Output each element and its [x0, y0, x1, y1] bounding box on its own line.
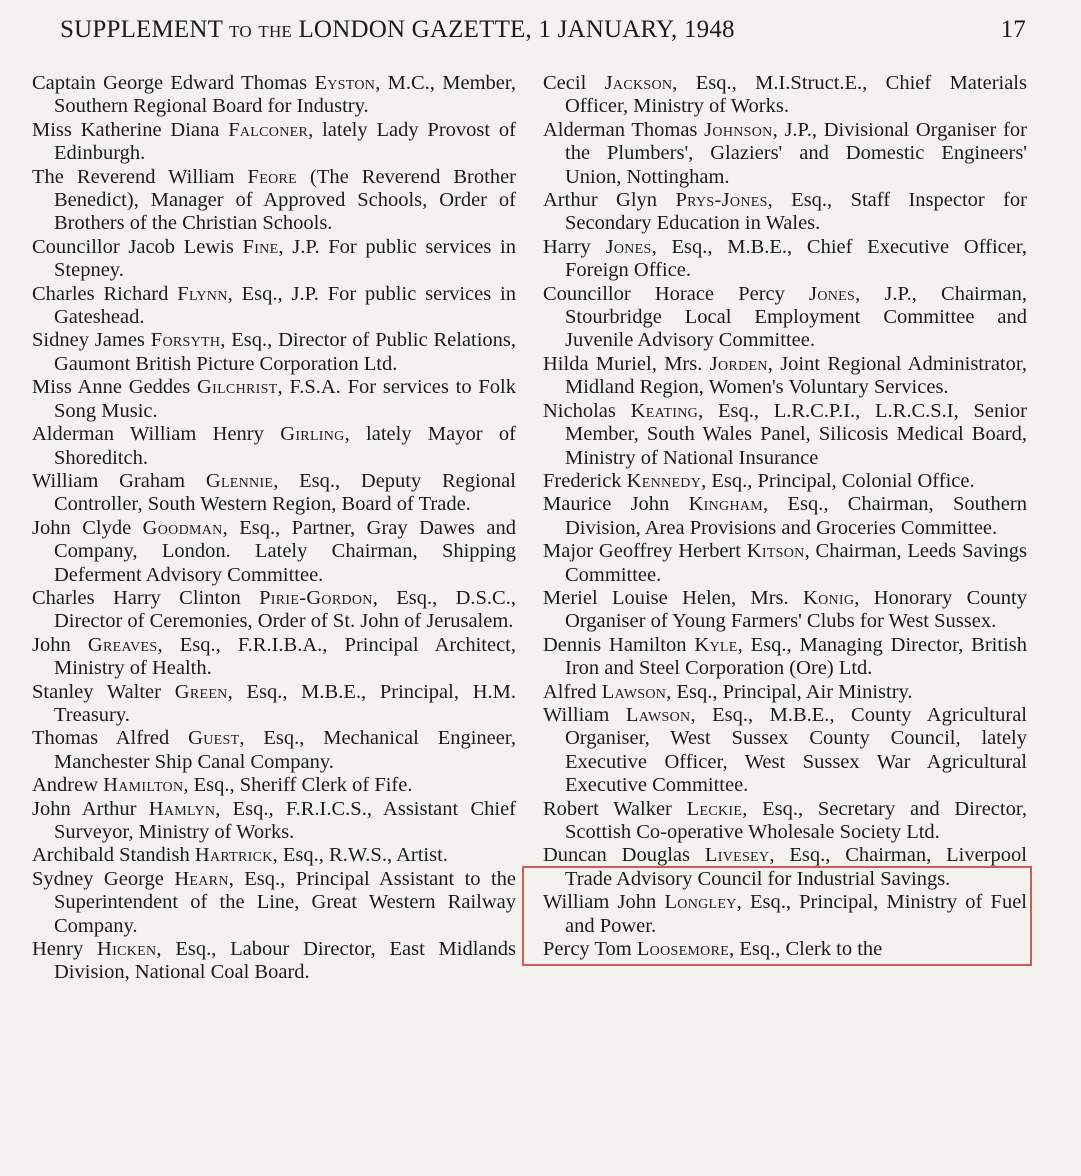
entry-surname: Forsyth — [150, 329, 221, 352]
honour-entry — [543, 283, 1027, 353]
entry-pre: Maurice John — [543, 493, 689, 516]
honour-entry — [32, 517, 516, 587]
honour-entry — [32, 938, 516, 985]
honour-entry — [32, 119, 516, 166]
entry-surname: Feore — [247, 165, 297, 188]
entry-surname: Fine — [242, 235, 279, 258]
entry-post: , Esq., M.B.E., Principal, H.M. Treasury. — [54, 680, 516, 726]
entry-pre: Stanley Walter — [32, 680, 175, 703]
entry-pre: Duncan Douglas — [543, 844, 705, 867]
honour-entry — [543, 353, 1027, 400]
entry-surname: Gilchrist — [197, 376, 278, 399]
entry-post: , Esq., Staff Inspector for Secondary Education in Wales. — [565, 189, 1028, 235]
entry-surname: Kingham — [688, 493, 764, 516]
entry-pre: Andrew — [32, 774, 104, 797]
page-number: 17 — [1000, 16, 1026, 43]
entry-post: , Esq., Deputy Regional Controller, South Western Region, Board of Trade. — [54, 469, 516, 516]
entry-post: , Esq., M.B.E., County Agricultural Organiser, West Sussex County Council, lately Executive Officer, West Sussex War Agricultural Executive Committee. — [565, 703, 1027, 797]
honour-entry — [32, 72, 516, 119]
entry-pre: Meriel Louise Helen, Mrs. — [543, 586, 803, 609]
honour-entry — [32, 774, 516, 797]
entry-post: , Esq., Director of Public Relations, Gaumont British Picture Corporation Ltd. — [54, 329, 517, 375]
entry-pre: Frederick — [543, 469, 627, 492]
entry-pre: Alderman William Henry — [32, 423, 281, 446]
entry-post: , lately Mayor of Shoreditch. — [54, 423, 517, 469]
entry-post: , Esq., Principal, Ministry of Fuel and Power. — [565, 891, 1027, 937]
honour-entry — [32, 634, 516, 681]
honour-entry — [543, 634, 1027, 681]
honour-entry — [543, 938, 1027, 961]
honour-entry — [543, 587, 1027, 634]
entry-post: , Esq., Principal, Air Ministry. — [666, 680, 913, 703]
honour-entry — [32, 470, 516, 517]
entry-post: , Chairman, Leeds Savings Committee. — [565, 540, 1027, 586]
entry-surname: Livesey — [704, 844, 770, 867]
entry-surname: Girling — [280, 423, 345, 446]
entry-pre: Percy Tom — [543, 938, 637, 961]
honour-entry — [543, 189, 1027, 236]
entry-surname: Hamlyn — [148, 797, 216, 820]
entry-pre: Captain George Edward Thomas — [32, 72, 315, 94]
entry-pre: John Arthur — [32, 797, 149, 820]
entry-post: , Esq., Principal Assistant to the Superintendent of the Line, Great Western Railway Company. — [54, 867, 517, 937]
entry-surname: Leckie — [686, 797, 743, 820]
title-part: LONDON GAZETTE, 1 JANUARY, 1948 — [292, 16, 735, 43]
entry-pre: Thomas Alfred — [32, 727, 189, 750]
entry-post: , Esq., Clerk to the — [729, 938, 883, 961]
entry-post: , M.C., Member, Southern Regional Board for Industry. — [54, 72, 517, 118]
honour-entry — [543, 844, 1027, 891]
entry-surname: Jorden — [709, 352, 768, 375]
entry-pre: Harry — [543, 235, 606, 258]
honour-entry — [543, 704, 1027, 798]
honour-entry — [543, 540, 1027, 587]
entry-post: , Esq., J.P. For public services in Gateshead. — [54, 282, 517, 329]
entry-surname: Lawson — [625, 703, 691, 726]
entry-surname: Konig — [802, 586, 855, 609]
entry-surname: Loosemore — [636, 938, 730, 961]
entry-surname: Eyston — [314, 72, 376, 94]
honour-entry — [32, 798, 516, 845]
entry-surname: Prys-Jones — [675, 189, 768, 212]
page-header — [60, 16, 1026, 52]
entry-post: , Esq., R.W.S., Artist. — [272, 844, 448, 867]
honour-entry — [32, 376, 516, 423]
entry-post: , J.P., Chairman, Stourbridge Local Employment Committee and Juvenile Advisory Committee. — [565, 282, 1027, 352]
honour-entry — [32, 236, 516, 283]
entry-post: , J.P. For public services in Stepney. — [54, 235, 516, 282]
entry-post: , Esq., Partner, Gray Dawes and Company, London. Lately Chairman, Shipping Deferment Advisory Committee. — [54, 516, 516, 586]
entry-surname: Hearn — [174, 867, 229, 890]
entry-surname: Hartrick — [194, 844, 273, 867]
entry-surname: Hicken — [97, 938, 157, 961]
entry-pre: Alderman Thomas — [543, 118, 705, 141]
right-column — [543, 72, 1027, 961]
entry-pre: Sidney James — [32, 329, 151, 352]
title-part: SUPPLEMENT — [60, 16, 230, 43]
honour-entry — [543, 72, 1027, 119]
entry-surname: Pirie-Gordon — [259, 586, 373, 609]
entry-pre: Robert Walker — [543, 797, 687, 820]
entry-surname: Green — [174, 680, 228, 703]
entry-pre: John — [32, 633, 88, 656]
entry-post: , Esq., L.R.C.P.I., L.R.C.S.I, Senior Member, South Wales Panel, Silicosis Medical Board, Ministry of National Insurance — [565, 399, 1027, 469]
entry-surname: Jones — [605, 235, 652, 258]
honour-entry — [32, 681, 516, 728]
entry-post: , Esq., Managing Director, British Iron and Steel Corporation (Ore) Ltd. — [565, 633, 1027, 680]
honour-entry — [543, 493, 1027, 540]
entry-pre: John Clyde — [32, 516, 143, 539]
entry-pre: Miss Anne Geddes — [32, 376, 198, 399]
honour-entry — [32, 283, 516, 330]
entry-surname: Hamilton — [103, 774, 184, 797]
entry-post: (The Reverend Brother Benedict), Manager of Approved Schools, Order of Brothers of the Christian Schools. — [54, 165, 516, 235]
entry-post: , lately Lady Provost of Edinburgh. — [54, 118, 516, 165]
entry-pre: Councillor Jacob Lewis — [32, 235, 243, 258]
entry-pre: Councillor Horace Percy — [543, 282, 810, 305]
honour-entry — [32, 727, 516, 774]
entry-post: , Esq., Chairman, Southern Division, Area Provisions and Groceries Committee. — [565, 493, 1027, 539]
entry-surname: Flynn — [177, 282, 228, 305]
entry-surname: Johnson — [704, 118, 773, 141]
entry-surname: Kennedy — [626, 469, 702, 492]
entry-post: , Esq., F.R.I.B.A., Principal Architect, Ministry of Health. — [54, 633, 516, 680]
entry-pre: William John — [543, 891, 665, 914]
entry-post: , F.S.A. For services to Folk Song Music. — [54, 376, 516, 422]
entry-surname: Jackson — [604, 72, 673, 94]
entry-surname: Kyle — [694, 633, 738, 656]
honour-entry — [32, 329, 516, 376]
entry-pre: Hilda Muriel, Mrs. — [543, 352, 710, 375]
entry-surname: Jones — [809, 282, 856, 305]
entry-surname: Kitson — [746, 540, 805, 563]
entry-post: , Esq., D.S.C., Director of Ceremonies, Order of St. John of Jerusalem. — [54, 586, 516, 633]
honour-entry — [543, 470, 1027, 493]
gazette-title — [60, 16, 735, 44]
honour-entry — [32, 587, 516, 634]
honour-entry — [32, 868, 516, 938]
honour-entry — [543, 400, 1027, 470]
entry-post: , J.P., Divisional Organiser for the Plumbers', Glaziers' and Domestic Engineers' Union, Nottingham. — [565, 118, 1027, 188]
entry-post: , Joint Regional Administrator, Midland Region, Women's Voluntary Services. — [565, 352, 1027, 399]
entry-pre: Charles Richard — [32, 282, 178, 305]
entry-surname: Longley — [664, 891, 737, 914]
honour-entry — [543, 798, 1027, 845]
entry-post: , Esq., M.I.Struct.E., Chief Materials Officer, Ministry of Works. — [565, 72, 1027, 118]
entry-pre: Archibald Standish — [32, 844, 195, 867]
left-column — [32, 72, 516, 985]
honour-entry — [543, 681, 1027, 704]
honour-entry — [543, 236, 1027, 283]
title-part: THE — [258, 22, 293, 41]
entry-surname: Falconer — [228, 118, 309, 141]
entry-surname: Glennie — [205, 469, 274, 492]
honour-entry — [543, 891, 1027, 938]
entry-post: , Honorary County Organiser of Young Farmers' Clubs for West Sussex. — [565, 586, 1027, 633]
entry-post: , Esq., Mechanical Engineer, Manchester Ship Canal Company. — [54, 727, 516, 773]
entry-post: , Esq., F.R.I.C.S., Assistant Chief Surveyor, Ministry of Works. — [54, 797, 516, 843]
honour-entry — [32, 166, 516, 236]
entry-post: , Esq., M.B.E., Chief Executive Officer, Foreign Office. — [565, 235, 1027, 282]
honour-entry — [543, 119, 1027, 189]
entry-pre: Cecil — [543, 72, 605, 94]
entry-pre: The Reverend William — [32, 165, 248, 188]
entry-pre: Alfred — [543, 680, 602, 703]
entry-post: , Esq., Sheriff Clerk of Fife. — [183, 774, 413, 797]
entry-pre: Dennis Hamilton — [543, 633, 695, 656]
honour-entry — [32, 844, 516, 867]
entry-post: , Esq., Principal, Colonial Office. — [701, 469, 975, 492]
entry-pre: William — [543, 703, 626, 726]
entry-pre: Nicholas — [543, 399, 631, 422]
entry-pre: William Graham — [32, 469, 206, 492]
entry-pre: Henry — [32, 938, 98, 961]
entry-surname: Goodman — [142, 516, 223, 539]
entry-pre: Charles Harry Clinton — [32, 586, 260, 609]
entry-surname: Lawson — [601, 680, 667, 703]
honour-entry — [32, 423, 516, 470]
entry-post: , Esq., Secretary and Director, Scottish Co-operative Wholesale Society Ltd. — [565, 797, 1027, 843]
entry-pre: Sydney George — [32, 867, 175, 890]
title-part: TO — [229, 22, 252, 41]
entry-surname: Greaves — [87, 633, 158, 656]
entry-pre: Arthur Glyn — [543, 189, 676, 212]
entry-surname: Keating — [630, 399, 699, 422]
entry-post: , Esq., Chairman, Liverpool Trade Advisory Council for Industrial Savings. — [565, 844, 1027, 890]
entry-pre: Miss Katherine Diana — [32, 118, 229, 141]
entry-post: , Esq., Labour Director, East Midlands Division, National Coal Board. — [54, 938, 516, 984]
entry-pre: Major Geoffrey Herbert — [543, 540, 747, 563]
entry-surname: Guest — [188, 727, 240, 750]
